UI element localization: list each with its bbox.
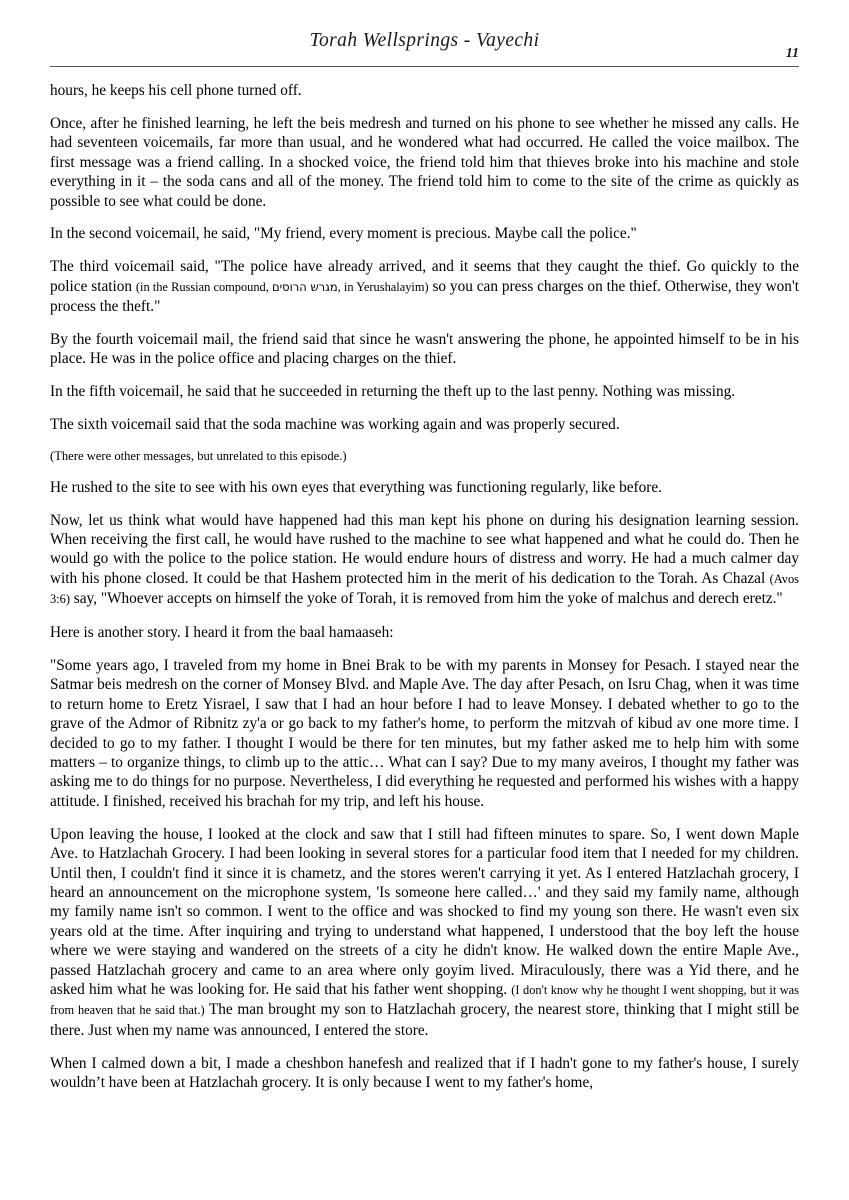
p-another-story: Here is another story. I heard it from the baal hamaaseh: [50,624,394,642]
page-header [50,30,799,64]
header-divider [50,66,799,67]
p-once-after: Once, after he finished learning, he left the beis medresh and turned on his phone to see whether he missed any calls. He had seventeen voicemails, far more than usual, and he wondered what had occurred. He called the voice mailbox. The first message was a friend calling. In a shocked voice, the friend told him that thieves broke into his machine and stole everything in it – the soda cans and all of the money. The friend told him to come to the site of the crime as quickly as possible to see what could be done. [50,114,799,210]
p-second-voicemail: In the second voicemail, he said, "My friend, every moment is precious. Maybe call the police." [50,225,637,243]
page-body [50,81,799,1093]
p-continued-hours: hours, he keeps his cell phone turned off. [50,82,302,99]
page-number: 11 [785,46,799,61]
page-header-title: Torah Wellsprings - Vayechi [309,30,540,51]
p-some-years-ago: "Some years ago, I traveled from my home in Bnei Brak to be with my parents in Monsey for Pesach. I stayed near the Satmar beis medresh on the corner of Monsey Blvd. and Maple Ave. The day after Pesach, on Isru Chag, when it was time to return home to Eretz Yisrael, I saw that I had an hour before I had to leave Monsey. I debated whether to go to the grave of the Admor of Ribnitz zy'a or go back to my father's home, to perform the mitzvah of kibud av one more time. I decided to go to my father. I thought I would be there for ten minutes, but my father asked me to help him with some matters – to organize things, to climb up to the attic… What can I say? Due to my many aveiros, I thought my father was asking me to do things for no purpose. Nevertheless, I did everything he requested and performed his wishes with a happy attitude. I finished, received his brachah for my trip, and left his house. [50,657,799,810]
p-third-voicemail: The third voicemail said, "The police have already arrived, and it seems that they caught the thief. Go quickly to the police station (in the Russian compound, מגרש הרוסים, in Yerushalayim) so you can press charges on the thief. Otherwise, they won't process the theft." [50,258,799,316]
p-fourth-voicemail: By the fourth voicemail mail, the friend said that since he wasn't answering the phone, he appointed himself to be in his place. He was in the police office and placing charges on the thief. [50,331,799,368]
p-sixth-voicemail: The sixth voicemail said that the soda machine was working again and was properly secured. [50,416,620,434]
p-upon-leaving: Upon leaving the house, I looked at the clock and saw that I still had fifteen minutes to spare. So, I went down Maple Ave. to Hatzlachah Grocery. I had been looking in several stores for a particular food item that I needed for my children. Until then, I couldn't find it since it is chametz, and the stores weren't carrying it yet. As I entered Hatzlachah grocery, I heard an announcement on the microphone system, 'Is someone here called…' and they said my family name, although my family name isn't so common. I went to the office and was shocked to find my young son there. He wasn't even six years old at the time. After inquiring and trying to understand what happened, I understood that the boy left the house where we were staying and wandered on the streets of a city he didn't know. He walked down the entire Maple Ave., passed Hatzlachah grocery and came to an area where only goyim lived. Miraculously, there was a Yid there, and he asked him what he was looking for. He said that his father went shopping. (I don't know why he thought I went shopping, but it was from heaven that he said that.) The man brought my son to Hatzlachah grocery, the nearest store, thinking that I might still be there. Just when my name was announced, I entered the store. [50,825,800,1039]
p-other-messages-note: (There were other messages, but unrelated to this episode.) [50,449,347,464]
p-when-i-calmed-down: When I calmed down a bit, I made a cheshbon hanefesh and realized that if I hadn't gone to my father's house, I surely wouldn’t have been at Hatzlachah grocery. It is only because I went to my father's home, [50,1054,799,1092]
p-fifth-voicemail: In the fifth voicemail, he said that he succeeded in returning the theft up to the last penny. Nothing was missing. [50,383,736,401]
p-rushed-to-site: He rushed to the site to see with his own eyes that everything was functioning regularly, like before. [50,478,662,496]
p-now-let-us-think: Now, let us think what would have happened had this man kept his phone on during his designation learning session. When receiving the first call, he would have rushed to the machine to see what happened and what he could do. Then he would go with the police to the police station. He would endure hours of distress and worry. He had a much calmer day with his phone closed. It could be that Hashem protected him in the merit of his dedication to the Torah. As Chazal (Avos 3:6) say, "Whoever accepts on himself the yoke of Torah, it is removed from him the yoke of malchus and derech eretz." [50,511,799,608]
